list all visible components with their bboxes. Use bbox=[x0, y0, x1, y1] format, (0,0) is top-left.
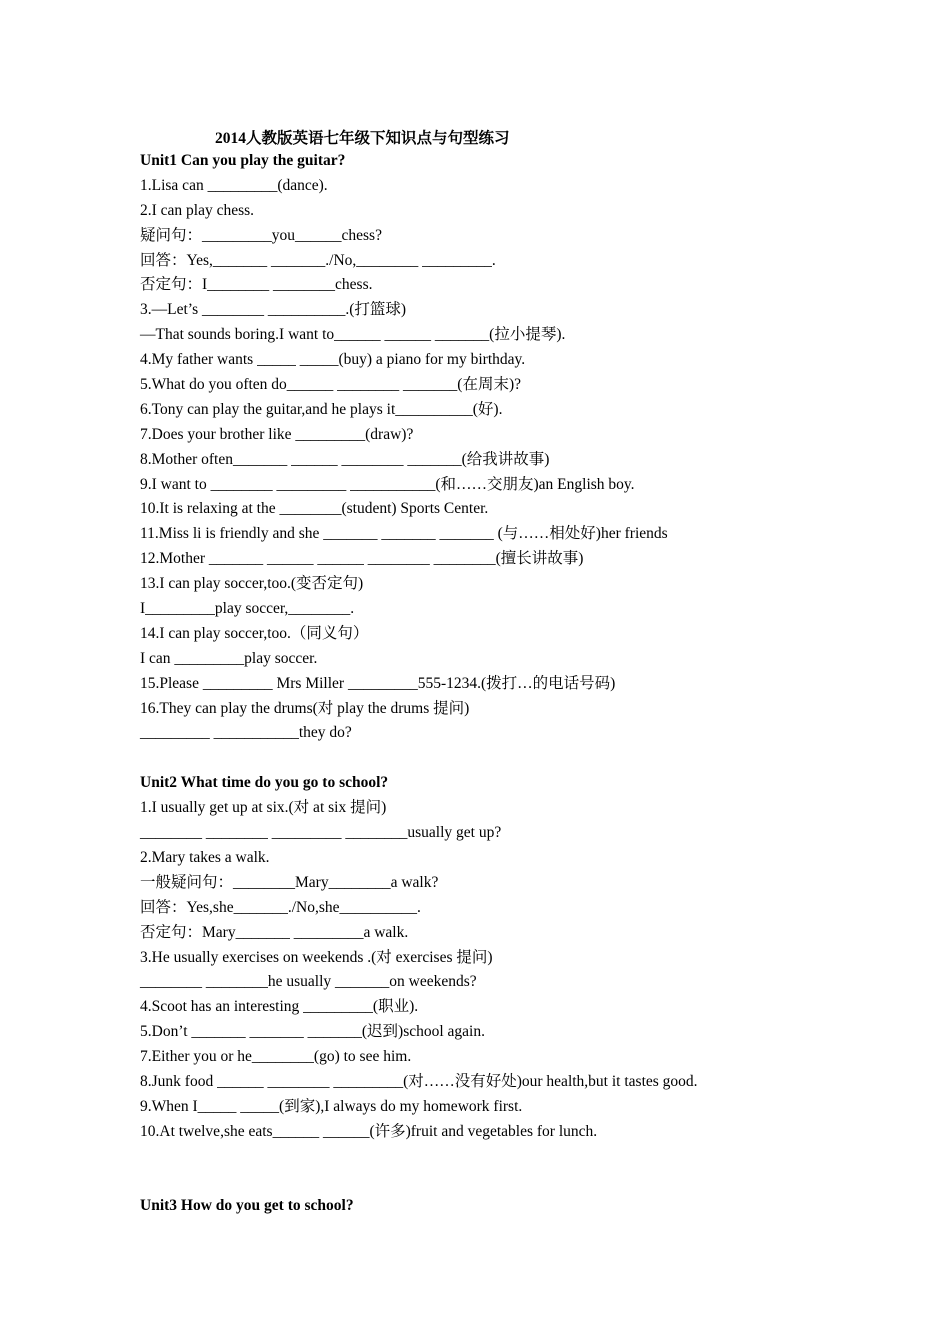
unit-heading: Unit1 Can you play the guitar? bbox=[140, 152, 346, 169]
exercise-line: 1.Lisa can _________(dance). bbox=[140, 176, 328, 194]
exercise-line: 8.Mother often_______ ______ ________ _______(给我讲故事) bbox=[140, 450, 550, 468]
exercise-line: 3.He usually exercises on weekends .(对 exercises 提问) bbox=[140, 948, 493, 966]
exercise-line: 一般疑问句：________Mary________a walk? bbox=[140, 873, 439, 891]
exercise-line: 8.Junk food ______ ________ _________(对……没有好处)our health,but it tastes good. bbox=[140, 1072, 698, 1090]
exercise-line: 1.I usually get up at six.(对 at six 提问) bbox=[140, 799, 387, 817]
exercise-line: 3.—Let’s ________ __________.(打篮球) bbox=[140, 301, 407, 319]
exercise-line: 9.I want to ________ _________ ___________(和……交朋友)an English boy. bbox=[140, 475, 635, 493]
unit-heading: Unit3 How do you get to school? bbox=[140, 1197, 354, 1215]
exercise-line: 4.My father wants _____ _____(buy) a piano for my birthday. bbox=[140, 351, 526, 369]
section-spacer bbox=[140, 1145, 930, 1195]
exercise-line: 否定句：Mary_______ _________a walk. bbox=[140, 923, 409, 941]
exercise-line: 10.It is relaxing at the ________(student) Sports Center. bbox=[140, 500, 489, 518]
section-spacer bbox=[140, 746, 930, 771]
exercise-line: 6.Tony can play the guitar,and he plays it__________(好). bbox=[140, 400, 503, 418]
unit-heading: Unit2 What time do you go to school? bbox=[140, 774, 389, 792]
unit-section bbox=[140, 1194, 930, 1219]
exercise-line: ________ ________he usually _______on weekends? bbox=[140, 973, 477, 991]
exercise-line: 2.Mary takes a walk. bbox=[140, 848, 270, 866]
unit-section bbox=[140, 149, 930, 746]
exercise-line: 12.Mother _______ ______ ______ ________ ________(擅长讲故事) bbox=[140, 550, 584, 568]
exercise-line: 10.At twelve,she eats______ ______(许多)fruit and vegetables for lunch. bbox=[140, 1122, 598, 1140]
exercise-line: 2.I can play chess. bbox=[140, 201, 255, 219]
exercise-line: ________ ________ _________ ________usually get up? bbox=[140, 824, 502, 842]
exercise-line: 5.What do you often do______ ________ _______(在周末)? bbox=[140, 376, 521, 394]
unit-section bbox=[140, 771, 930, 1144]
exercise-line: 11.Miss li is friendly and she _______ _______ _______ (与……相处好)her friends bbox=[140, 525, 668, 543]
exercise-line: 疑问句：_________you______chess? bbox=[140, 226, 382, 244]
exercise-line: 14.I can play soccer,too.（同义句） bbox=[140, 624, 369, 642]
exercise-line: I can _________play soccer. bbox=[140, 649, 318, 667]
exercise-line: I_________play soccer,________. bbox=[140, 600, 355, 618]
exercise-line: 回答：Yes,_______ _______./No,________ _________. bbox=[140, 251, 496, 269]
exercise-line: 16.They can play the drums(对 play the drums 提问) bbox=[140, 699, 470, 717]
exercise-line: _________ ___________they do? bbox=[140, 724, 352, 742]
exercise-line: 回答：Yes,she_______./No,she__________. bbox=[140, 898, 421, 916]
exercise-line: 13.I can play soccer,too.(变否定句) bbox=[140, 575, 364, 593]
exercise-line: —That sounds boring.I want to______ ______ _______(拉小提琴). bbox=[140, 326, 566, 344]
exercise-line: 9.When I_____ _____(到家),I always do my homework first. bbox=[140, 1097, 523, 1115]
exercise-line: 4.Scoot has an interesting _________(职业). bbox=[140, 998, 419, 1016]
exercise-line: 7.Either you or he________(go) to see him. bbox=[140, 1048, 412, 1066]
exercise-line: 5.Don’t _______ _______ _______(迟到)school again. bbox=[140, 1023, 485, 1041]
document-title: 2014人教版英语七年级下知识点与句型练习 bbox=[215, 130, 510, 147]
exercise-line: 7.Does your brother like _________(draw)? bbox=[140, 425, 414, 443]
exercise-line: 否定句：I________ ________chess. bbox=[140, 276, 373, 294]
exercise-line: 15.Please _________ Mrs Miller _________555-1234.(拨打…的电话号码) bbox=[140, 674, 616, 692]
document-body bbox=[140, 149, 930, 1219]
